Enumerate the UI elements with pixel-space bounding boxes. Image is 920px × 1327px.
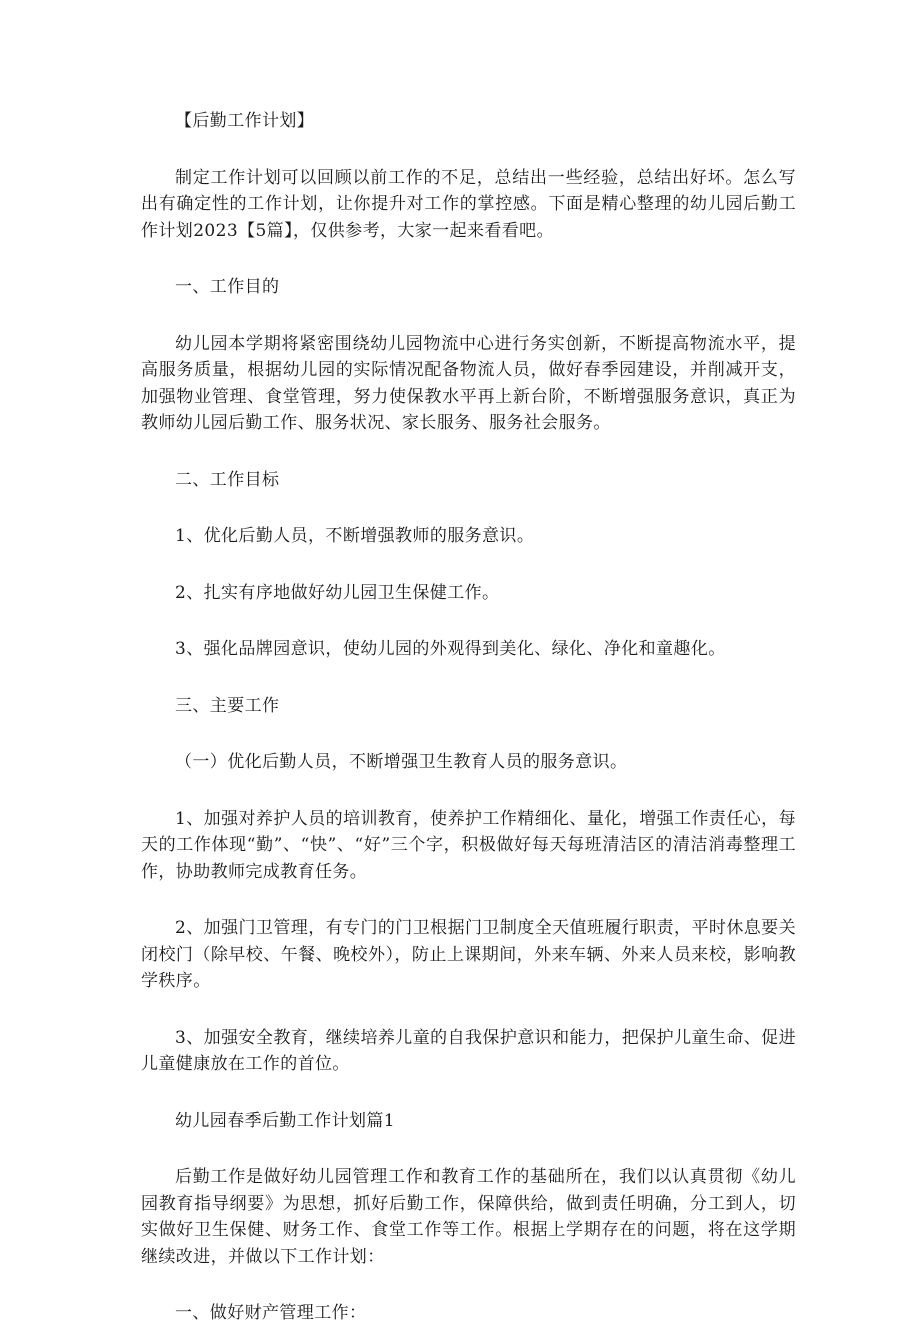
goal-item-3: 3、强化品牌园意识，使幼儿园的外观得到美化、绿化、净化和童趣化。 bbox=[175, 639, 726, 659]
main-work-item-2: 2、加强门卫管理，有专门的门卫根据门卫制度全天值班履行职责，平时休息要关闭校门（除早校、午餐、晚校外），防止上课期间，外来车辆、外来人员来校，影响教学秩序。 bbox=[141, 918, 796, 991]
intro-paragraph: 制定工作计划可以回顾以前工作的不足，总结出一些经验，总结出好坏。怎么写出有确定性的工作计划，让你提升对工作的掌控感。下面是精心整理的幼儿园后勤工作计划2023【5篇】，仅供参考，大家一起来看看吧。 bbox=[141, 167, 796, 241]
main-work-item-3: 3、加强安全教育，继续培养儿童的自我保护意识和能力，把保护儿童生命、促进儿童健康放在工作的首位。 bbox=[141, 1027, 796, 1074]
section-heading-goals: 二、工作目标 bbox=[175, 469, 280, 490]
part-1-title: 幼儿园春季后勤工作计划篇1 bbox=[175, 1110, 396, 1131]
section-heading-main-work: 三、主要工作 bbox=[175, 695, 280, 716]
document-page bbox=[141, 108, 796, 1327]
main-work-item-1: 1、加强对养护人员的培训教育，使养护工作精细化、量化，增强工作责任心，每天的工作体现“勤”、“快”、“好”三个字，积极做好每天每班清洁区的清洁消毒整理工作，协助教师完成教育任务。 bbox=[141, 808, 796, 882]
purpose-paragraph: 幼儿园本学期将紧密围绕幼儿园物流中心进行务实创新，不断提高物流水平，提高服务质量，根据幼儿园的实际情况配备物流人员，做好春季园建设，并削减开支，加强物业管理、食堂管理，努力使保教水平再上新台阶，不断增强服务意识，真正为教师幼儿园后勤工作、服务状况、家长服务、服务社会服务。 bbox=[141, 333, 796, 433]
subsection-heading-1: （一）优化后勤人员，不断增强卫生教育人员的服务意识。 bbox=[175, 752, 628, 772]
part-1-paragraph: 后勤工作是做好幼儿园管理工作和教育工作的基础所在，我们以认真贯彻《幼儿园教育指导纲要》为思想，抓好后勤工作，保障供给，做到责任明确，分工到人，切实做好卫生保健、财务工作、食堂工作等工作。根据上学期存在的问题，将在这学期继续改进，并做以下工作计划： bbox=[141, 1167, 796, 1267]
document-title: 【后勤工作计划】 bbox=[175, 111, 315, 131]
section-heading-purpose: 一、工作目的 bbox=[175, 277, 280, 297]
goal-item-1: 1、优化后勤人员，不断增强教师的服务意识。 bbox=[175, 526, 535, 546]
part-1-section-heading: 一、做好财产管理工作： bbox=[175, 1303, 367, 1323]
goal-item-2: 2、扎实有序地做好幼儿园卫生保健工作。 bbox=[175, 582, 500, 603]
